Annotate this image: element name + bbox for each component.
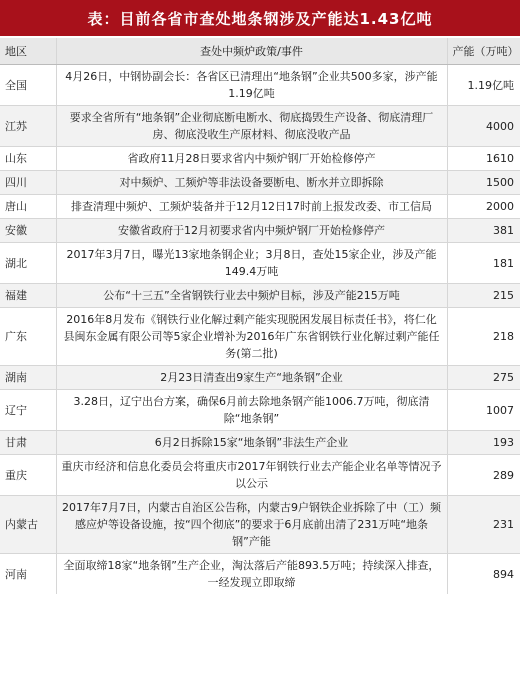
region-cell: 山东 — [0, 147, 56, 171]
region-cell: 唐山 — [0, 195, 56, 219]
event-cell: 6月2日拆除15家“地条钢”非法生产企业 — [56, 431, 447, 455]
event-cell: 排查清理中频炉、工频炉装备并于12月12日17时前上报发改委、市工信局 — [56, 195, 447, 219]
table-row — [0, 171, 520, 195]
event-cell: 全面取缔18家“地条钢”生产企业，淘汰落后产能893.5万吨；持续深入排查，一经发现立即取缔 — [56, 554, 447, 595]
capacity-cell: 2000 — [447, 195, 520, 219]
table-row — [0, 195, 520, 219]
header-row — [0, 38, 520, 65]
event-cell: 2017年3月7日，曝光13家地条钢企业；3月8日，查处15家企业，涉及产能149.4万吨 — [56, 243, 447, 284]
capacity-cell: 289 — [447, 455, 520, 496]
table-header — [0, 38, 520, 65]
event-cell: 要求全省所有“地条钢”企业彻底断电断水、彻底捣毁生产设备、彻底清理厂房、彻底没收生产原材料、彻底没收产品 — [56, 106, 447, 147]
event-cell: 省政府11月28日要求省内中频炉钢厂开始检修停产 — [56, 147, 447, 171]
table-title: 表：目前各省市查处地条钢涉及产能达1.43亿吨 — [0, 0, 520, 36]
table-row — [0, 284, 520, 308]
table-body — [0, 65, 520, 595]
region-cell: 湖北 — [0, 243, 56, 284]
region-cell: 内蒙古 — [0, 496, 56, 554]
table-row — [0, 390, 520, 431]
region-cell: 江苏 — [0, 106, 56, 147]
header-region: 地区 — [0, 38, 56, 65]
event-cell: 3.28日，辽宁出台方案，确保6月前去除地条钢产能1006.7万吨，彻底清除“地条钢” — [56, 390, 447, 431]
region-cell: 四川 — [0, 171, 56, 195]
capacity-cell: 1007 — [447, 390, 520, 431]
region-cell: 河南 — [5, 567, 27, 581]
region-cell: 福建 — [0, 284, 56, 308]
region-cell: 湖南 — [0, 366, 56, 390]
capacity-cell: 218 — [447, 308, 520, 366]
event-cell: 2月23日清查出9家生产“地条钢”企业 — [56, 366, 447, 390]
table-row — [0, 496, 520, 554]
capacity-cell: 1610 — [447, 147, 520, 171]
capacity-cell: 215 — [447, 284, 520, 308]
capacity-cell: 1.19亿吨 — [447, 65, 520, 106]
event-cell: 重庆市经济和信息化委员会将重庆市2017年钢铁行业去产能企业名单等情况予以公示 — [56, 455, 447, 496]
event-cell: 4月26日，中钢协副会长：各省区已清理出“地条钢”企业共500多家，涉产能1.19亿吨 — [56, 65, 447, 106]
table-row — [0, 366, 520, 390]
capacity-cell: 193 — [447, 431, 520, 455]
event-cell: 安徽省政府于12月初要求省内中频炉钢厂开始检修停产 — [56, 219, 447, 243]
header-event: 查处中频炉政策/事件 — [56, 38, 447, 65]
capacity-cell: 4000 — [447, 106, 520, 147]
capacity-cell: 231 — [447, 496, 520, 554]
capacity-cell: 1500 — [447, 171, 520, 195]
event-cell: 公布“十三五”全省钢铁行业去中频炉目标，涉及产能215万吨 — [56, 284, 447, 308]
capacity-table — [0, 38, 520, 594]
region-cell: 甘肃 — [0, 431, 56, 455]
capacity-cell: 894 — [447, 554, 520, 595]
event-cell: 2017年7月7日，内蒙古自治区公告称，内蒙古9户钢铁企业拆除了中（工）频感应炉等设备设施，按“四个彻底”的要求于6月底前出清了231万吨“地条钢”产能 — [56, 496, 447, 554]
table-row — [0, 65, 520, 106]
capacity-cell: 275 — [447, 366, 520, 390]
table-row — [0, 455, 520, 496]
region-cell: 安徽 — [0, 219, 56, 243]
capacity-cell: 181 — [447, 243, 520, 284]
region-cell: 广东 — [0, 308, 56, 366]
region-cell: 全国 — [0, 65, 56, 106]
table-row — [0, 106, 520, 147]
table-row — [0, 308, 520, 366]
capacity-cell: 381 — [447, 219, 520, 243]
table-row — [0, 219, 520, 243]
table-row — [0, 554, 520, 595]
header-capacity: 产能（万吨） — [447, 38, 520, 65]
table-row — [0, 431, 520, 455]
table-row — [0, 147, 520, 171]
table-row — [0, 243, 520, 284]
event-cell: 对中频炉、工频炉等非法设备要断电、断水并立即拆除 — [56, 171, 447, 195]
event-cell: 2016年8月发布《钢铁行业化解过剩产能实现脱困发展目标责任书》，将仁化县闽东金属有限公司等5家企业增补为2016年广东省钢铁行业化解过剩产能任务(第二批) — [56, 308, 447, 366]
region-cell: 辽宁 — [0, 390, 56, 431]
region-cell: 重庆 — [0, 455, 56, 496]
